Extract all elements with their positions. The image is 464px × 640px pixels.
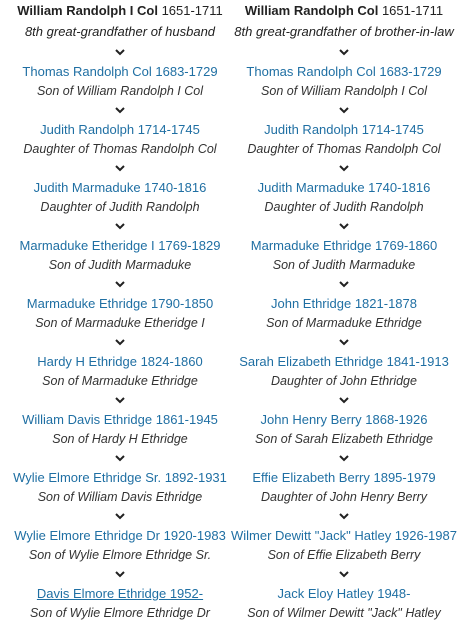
left-lineage-column: [4, 0, 236, 640]
person-relation: Daughter of Thomas Randolph Col: [247, 142, 441, 156]
person-link[interactable]: Marmaduke Ethridge 1769-1860: [250, 238, 438, 253]
person-relation: Daughter of Judith Randolph: [40, 200, 200, 214]
chevron-down-icon: [228, 274, 460, 294]
person-link[interactable]: Thomas Randolph Col 1683-1729: [22, 64, 218, 79]
chevron-down-icon: [4, 390, 236, 410]
root-ancestor-relation: 8th great-grandfather of brother-in-law: [234, 24, 454, 39]
chevron-down-icon: [228, 158, 460, 178]
person-relation: Son of Marmaduke Ethridge: [266, 316, 422, 330]
person-relation: Son of William Randolph I Col: [261, 84, 427, 98]
root-ancestor-name[interactable]: William Randolph I Col 1651-1711: [17, 3, 223, 18]
right-lineage-column: [228, 0, 460, 640]
person-link[interactable]: Judith Randolph 1714-1745: [40, 122, 200, 137]
person-link[interactable]: Wylie Elmore Ethridge Dr 1920-1983: [14, 528, 226, 543]
person-link[interactable]: Judith Marmaduke 1740-1816: [33, 180, 207, 195]
person-link[interactable]: Wilmer Dewitt "Jack" Hatley 1926-1987: [231, 528, 457, 543]
chevron-down-icon: [4, 274, 236, 294]
person-link[interactable]: Sarah Elizabeth Ethridge 1841-1913: [239, 354, 449, 369]
root-ancestor-relation: 8th great-grandfather of husband: [24, 24, 216, 39]
chevron-down-icon: [4, 332, 236, 352]
person-link[interactable]: Marmaduke Etheridge I 1769-1829: [19, 238, 221, 253]
person-link[interactable]: Jack Eloy Hatley 1948-: [277, 586, 411, 601]
chevron-down-icon: [228, 448, 460, 468]
chevron-down-icon: [228, 332, 460, 352]
person-relation: Son of Wylie Elmore Ethridge Dr: [30, 606, 210, 620]
person-relation: Son of Judith Marmaduke: [48, 258, 192, 272]
chevron-down-icon: [4, 42, 236, 62]
chevron-down-icon: [4, 564, 236, 584]
lineage-list: [4, 42, 236, 622]
chevron-down-icon: [4, 506, 236, 526]
person-relation: Son of Wilmer Dewitt "Jack" Hatley: [247, 606, 441, 620]
chevron-down-icon: [228, 42, 460, 62]
person-link[interactable]: William Davis Ethridge 1861-1945: [22, 412, 218, 427]
person-relation: Son of Marmaduke Etheridge I: [35, 316, 205, 330]
person-relation: Daughter of Judith Randolph: [264, 200, 424, 214]
person-link[interactable]: Marmaduke Ethridge 1790-1850: [26, 296, 214, 311]
chevron-down-icon: [4, 448, 236, 468]
chevron-down-icon: [4, 100, 236, 120]
person-relation: Son of William Davis Ethridge: [37, 490, 203, 504]
person-relation: Son of Judith Marmaduke: [272, 258, 416, 272]
chevron-down-icon: [228, 506, 460, 526]
chevron-down-icon: [228, 100, 460, 120]
person-link[interactable]: Hardy H Ethridge 1824-1860: [37, 354, 203, 369]
person-link[interactable]: Thomas Randolph Col 1683-1729: [246, 64, 442, 79]
chevron-down-icon: [4, 158, 236, 178]
person-relation: Daughter of John Ethridge: [271, 374, 417, 388]
person-link[interactable]: Davis Elmore Ethridge 1952-: [36, 586, 204, 601]
person-relation: Son of Wylie Elmore Ethridge Sr.: [28, 548, 212, 562]
chevron-down-icon: [228, 216, 460, 236]
person-link[interactable]: Wylie Elmore Ethridge Sr. 1892-1931: [13, 470, 227, 485]
person-relation: Daughter of John Henry Berry: [260, 490, 428, 504]
person-relation: Son of Sarah Elizabeth Ethridge: [255, 432, 433, 446]
chevron-down-icon: [228, 564, 460, 584]
chevron-down-icon: [228, 390, 460, 410]
chevron-down-icon: [4, 216, 236, 236]
person-link[interactable]: Judith Marmaduke 1740-1816: [257, 180, 431, 195]
person-relation: Son of Effie Elizabeth Berry: [267, 548, 421, 562]
person-relation: Daughter of Thomas Randolph Col: [23, 142, 217, 156]
person-relation: Son of Marmaduke Ethridge: [42, 374, 198, 388]
person-link[interactable]: John Ethridge 1821-1878: [270, 296, 417, 311]
person-link[interactable]: John Henry Berry 1868-1926: [260, 412, 428, 427]
person-relation: Son of Hardy H Ethridge: [52, 432, 188, 446]
root-ancestor-name[interactable]: William Randolph Col 1651-1711: [244, 3, 444, 18]
person-relation: Son of William Randolph I Col: [37, 84, 203, 98]
lineage-list: [228, 42, 460, 622]
person-link[interactable]: Judith Randolph 1714-1745: [264, 122, 424, 137]
person-link[interactable]: Effie Elizabeth Berry 1895-1979: [252, 470, 436, 485]
